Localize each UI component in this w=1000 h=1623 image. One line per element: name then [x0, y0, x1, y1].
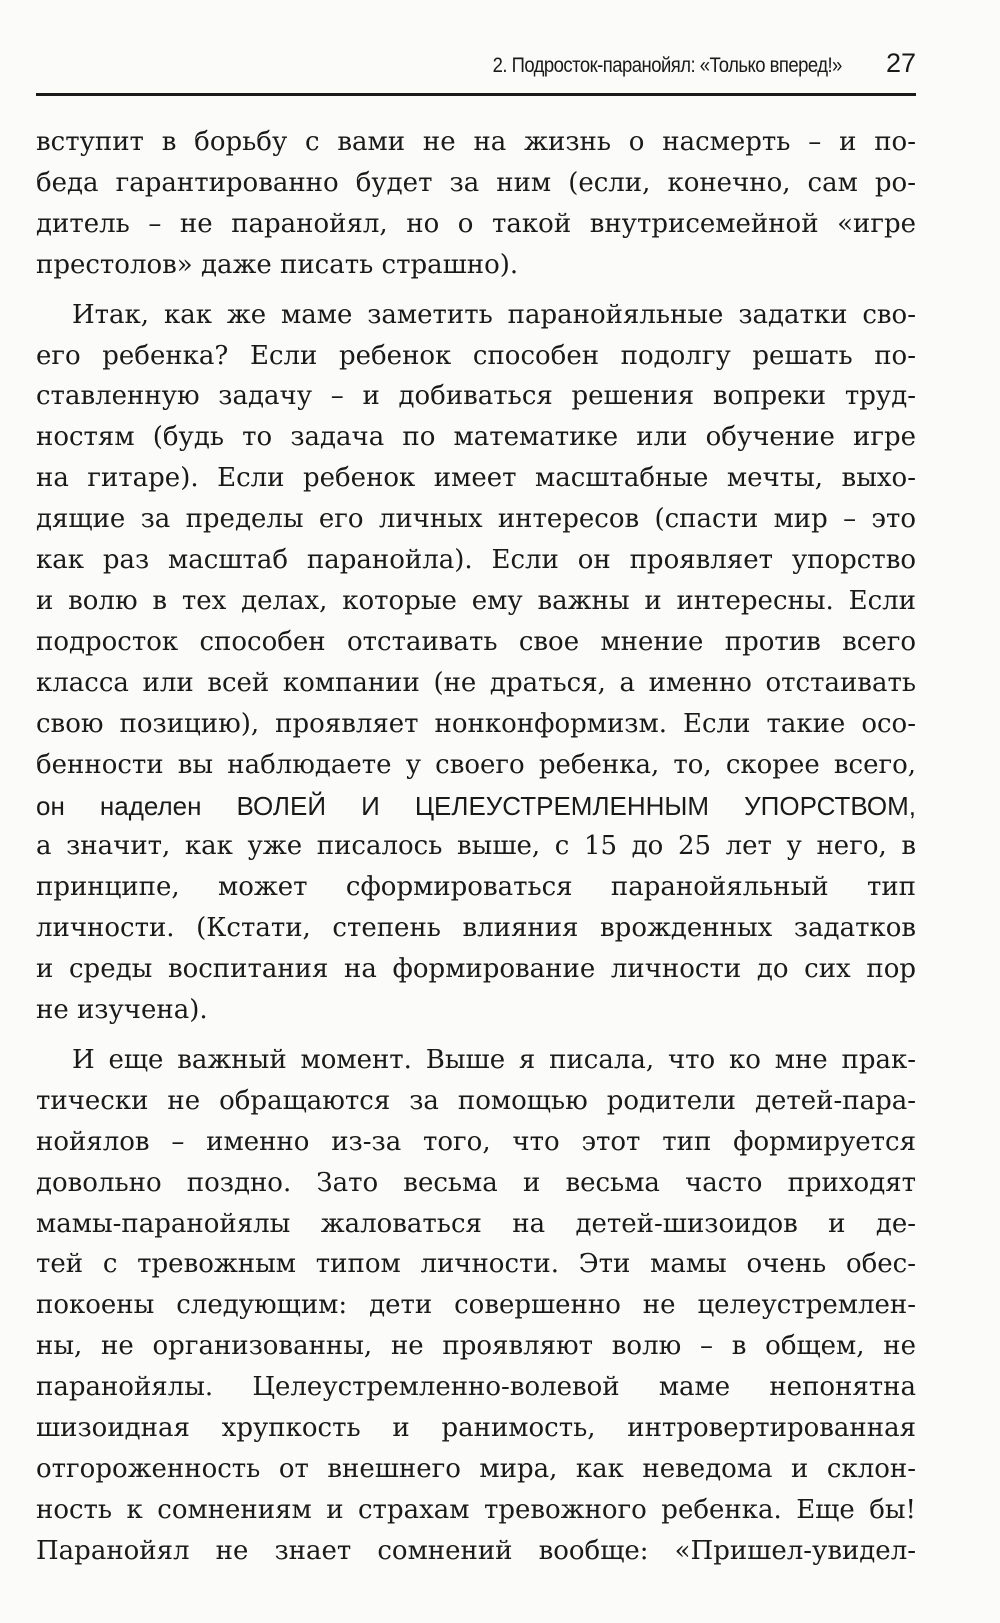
header-rule [36, 93, 916, 96]
text-line: и среды воспитания на формирование личности до сих пор [36, 954, 916, 985]
paragraph-1 [36, 122, 916, 286]
text-line: не изучена). [36, 995, 208, 1026]
text-line: мамы-паранойялы жаловаться на детей-шизоидов и де- [36, 1208, 916, 1239]
text-line: беда гарантированно будет за ним (если, конечно, сам ро- [36, 167, 916, 198]
text-line: шизоидная хрупкость и ранимость, интровертированная [36, 1413, 916, 1444]
body-text [36, 122, 916, 1572]
text-line: дитель – не паранойял, но о такой внутрисемейной «игре [36, 208, 916, 239]
text-line: ность к сомнениям и страхам тревожного ребенка. Еще бы! [36, 1494, 916, 1525]
text-line: класса или всей компании (не драться, а именно отстаивать [36, 667, 916, 698]
paragraph-3 [36, 1040, 916, 1572]
running-head [36, 48, 916, 88]
running-title: 2. Подросток-паранойял: «Только вперед!» [492, 54, 842, 77]
text-line: и волю в тех делах, которые ему важны и интересны. Если [36, 585, 916, 616]
text-line: престолов» даже писать страшно). [36, 249, 519, 280]
text-line: а значит, как уже писалось выше, с 15 до 25 лет у него, в [36, 831, 916, 862]
text-line: на гитаре). Если ребенок имеет масштабные мечты, выхо- [36, 463, 916, 494]
paragraph-2 [36, 295, 916, 1031]
text-line: покоены следующим: дети совершенно не целеустремлен- [36, 1290, 916, 1321]
text-line: личности. (Кстати, степень влияния врожденных задатков [36, 913, 916, 944]
text-line: вступит в борьбу с вами не на жизнь о насмерть – и по- [36, 127, 916, 157]
text-line: бенности вы наблюдаете у своего ребенка, то, скорее всего, [36, 749, 916, 780]
text-line: И еще важный момент. Выше я писала, что ко мне прак- [72, 1044, 916, 1075]
text-line: ностям (будь то задача по математике или обучение игре [36, 422, 916, 453]
text-line: подросток способен отстаивать свое мнение против всего [36, 626, 916, 657]
text-line: нойялов – именно из-за того, что этот тип формируется [36, 1126, 916, 1157]
text-line: дящие за пределы его личных интересов (спасти мир – это [36, 504, 916, 535]
text-line: довольно поздно. Зато весьма и весьма часто приходят [36, 1167, 916, 1198]
text-line: Итак, как же маме заметить паранойяльные задатки сво- [72, 299, 916, 330]
text-line: паранойялы. Целеустремленно-волевой маме непонятна [36, 1372, 916, 1403]
text-line: свою позицию), проявляет нонконформизм. Если такие осо- [36, 708, 916, 739]
text-line: как раз масштаб паранойла). Если он проявляет упорство [36, 545, 916, 576]
text-line: ставленную задачу – и добиваться решения вопреки труд- [36, 381, 916, 412]
text-line: тей с тревожным типом личности. Эти мамы очень обес- [36, 1249, 916, 1280]
text-line: тически не обращаются за помощью родители детей-пара- [36, 1085, 916, 1116]
text-line: принципе, может сформироваться паранойяльный тип [36, 872, 916, 903]
text-line: его ребенка? Если ребенок способен подолгу решать по- [36, 340, 916, 371]
text-line-emphasis: он наделен ВОЛЕЙ И ЦЕЛЕУСТРЕМЛЕННЫМ УПОРСТВОМ, [36, 790, 916, 821]
text-line: отгороженность от внешнего мира, как неведома и склон- [36, 1454, 916, 1484]
page-number: 27 [885, 48, 916, 78]
text-line: Паранойял не знает сомнений вообще: «Пришел-увидел- [36, 1535, 916, 1566]
text-line: ны, не организованны, не проявляют волю – в общем, не [36, 1331, 916, 1362]
